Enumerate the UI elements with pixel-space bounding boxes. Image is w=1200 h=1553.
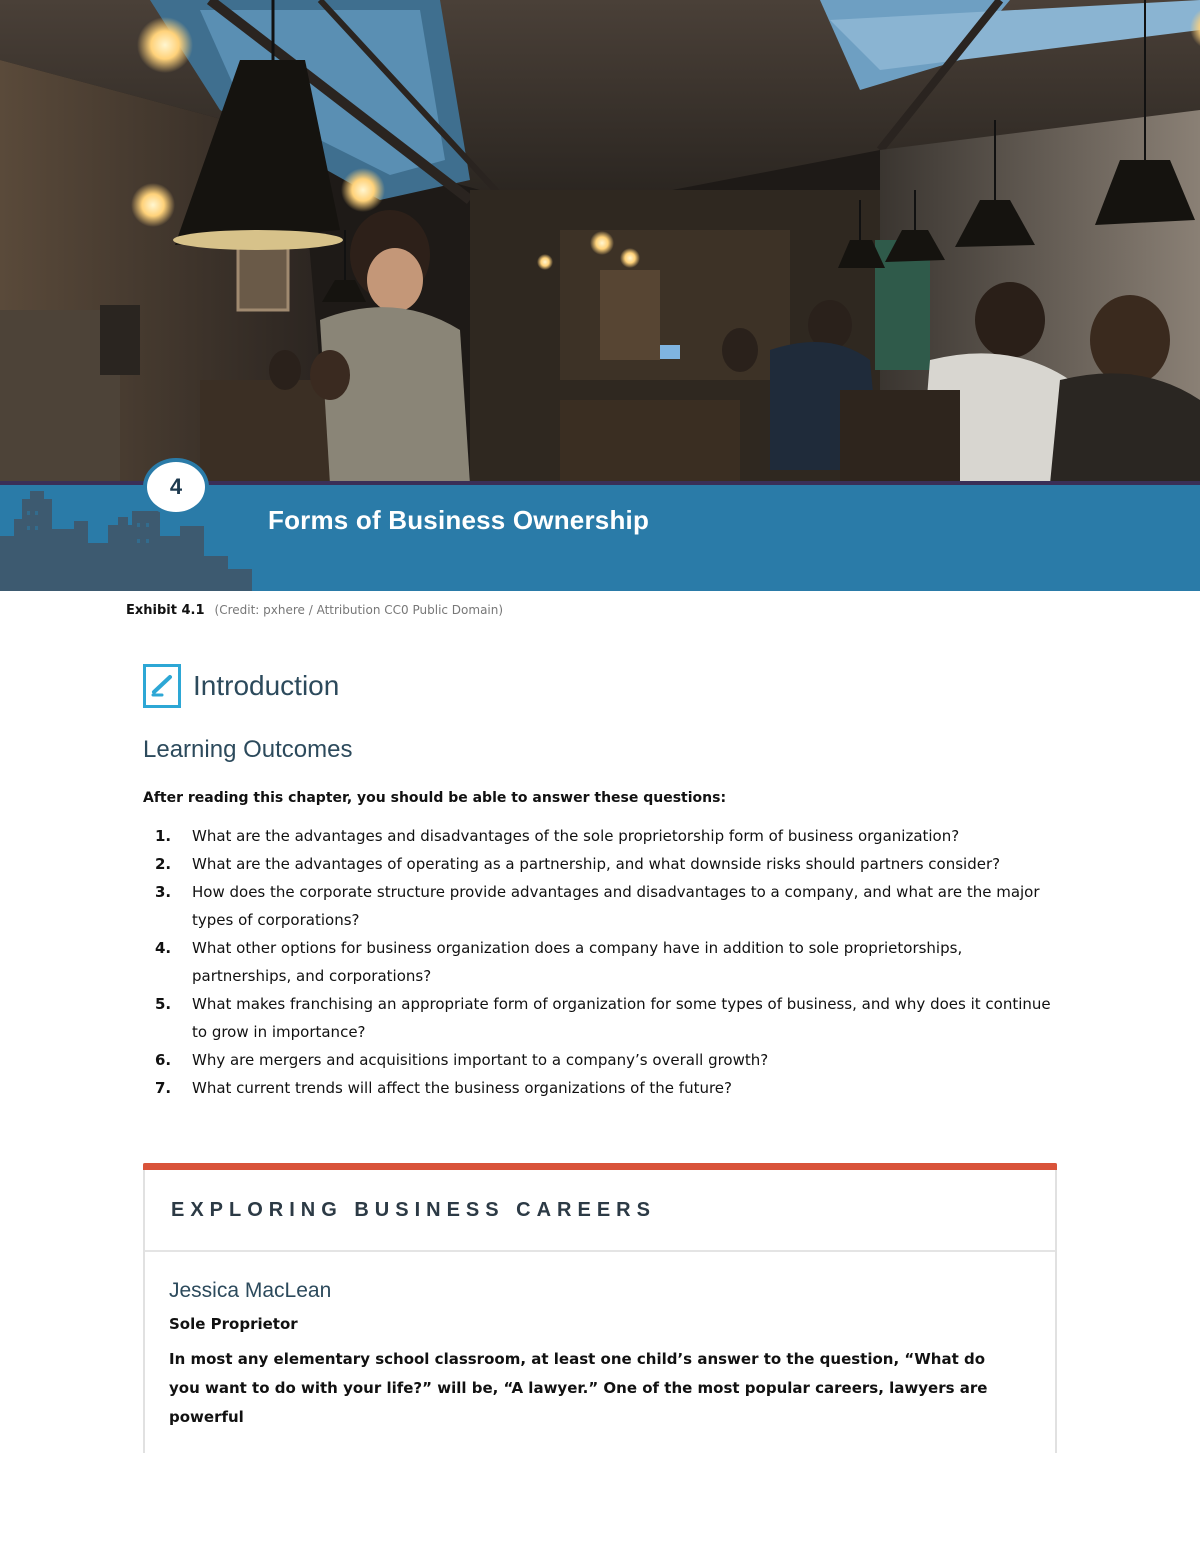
list-item-text: How does the corporate structure provide advantages and disadvantages to a company, and what are the major types of corporations? (192, 883, 1040, 929)
feature-heading: EXPLORING BUSINESS CAREERS (171, 1199, 656, 1221)
list-item (155, 1074, 1055, 1102)
list-item-text: Why are mergers and acquisitions important to a company’s overall growth? (192, 1051, 769, 1069)
list-item-number: 4. (155, 939, 172, 957)
profile-role: Sole Proprietor (169, 1315, 298, 1333)
learning-outcomes-list (155, 822, 1055, 1102)
list-item-text: What current trends will affect the business organizations of the future? (192, 1079, 732, 1097)
profile-name: Jessica MacLean (169, 1279, 332, 1302)
feature-divider (145, 1250, 1055, 1252)
list-item-number: 3. (155, 883, 172, 901)
list-item-number: 5. (155, 995, 172, 1013)
exhibit-caption (126, 603, 503, 618)
list-item (155, 934, 1055, 990)
profile-body-text: In most any elementary school classroom, at least one child’s answer to the question, “What do you want to do with your life?” will be, “A lawyer.” One of the most popular careers, lawyers are powerful (169, 1350, 988, 1426)
feature-accent-bar (143, 1163, 1057, 1170)
cafe-interior-image (0, 0, 1200, 484)
list-item-number: 6. (155, 1051, 172, 1069)
pencil-check-icon (143, 664, 181, 708)
hero-photo (0, 0, 1200, 484)
chapter-number-badge: 4 (143, 458, 209, 516)
list-item (155, 1046, 1055, 1074)
introduction-title: Introduction (193, 670, 340, 701)
list-item-text: What are the advantages and disadvantages of the sole proprietorship form of business organization? (192, 827, 960, 845)
learning-outcomes-lead: After reading this chapter, you should be able to answer these questions: (143, 790, 727, 806)
learning-outcomes-title: Learning Outcomes (143, 736, 353, 763)
list-item (155, 990, 1055, 1046)
list-item-text: What are the advantages of operating as a partnership, and what downside risks should partners consider? (192, 855, 1001, 873)
list-item-number: 1. (155, 827, 172, 845)
introduction-heading (143, 664, 339, 708)
exhibit-label: Exhibit 4.1 (126, 603, 205, 618)
city-skyline-icon (0, 481, 260, 591)
list-item (155, 850, 1055, 878)
exhibit-credit: (Credit: pxhere / Attribution CC0 Public Domain) (214, 603, 504, 617)
exploring-careers-feature (143, 1163, 1057, 1453)
list-item-text: What other options for business organization does a company have in addition to sole proprietorships, partnerships, and corporations? (192, 939, 963, 985)
list-item-number: 2. (155, 855, 172, 873)
list-item-text: What makes franchising an appropriate form of organization for some types of business, and why does it continue to grow in importance? (192, 995, 1051, 1041)
chapter-title: Forms of Business Ownership (268, 505, 650, 535)
list-item (155, 822, 1055, 850)
list-item-number: 7. (155, 1079, 172, 1097)
list-item (155, 878, 1055, 934)
